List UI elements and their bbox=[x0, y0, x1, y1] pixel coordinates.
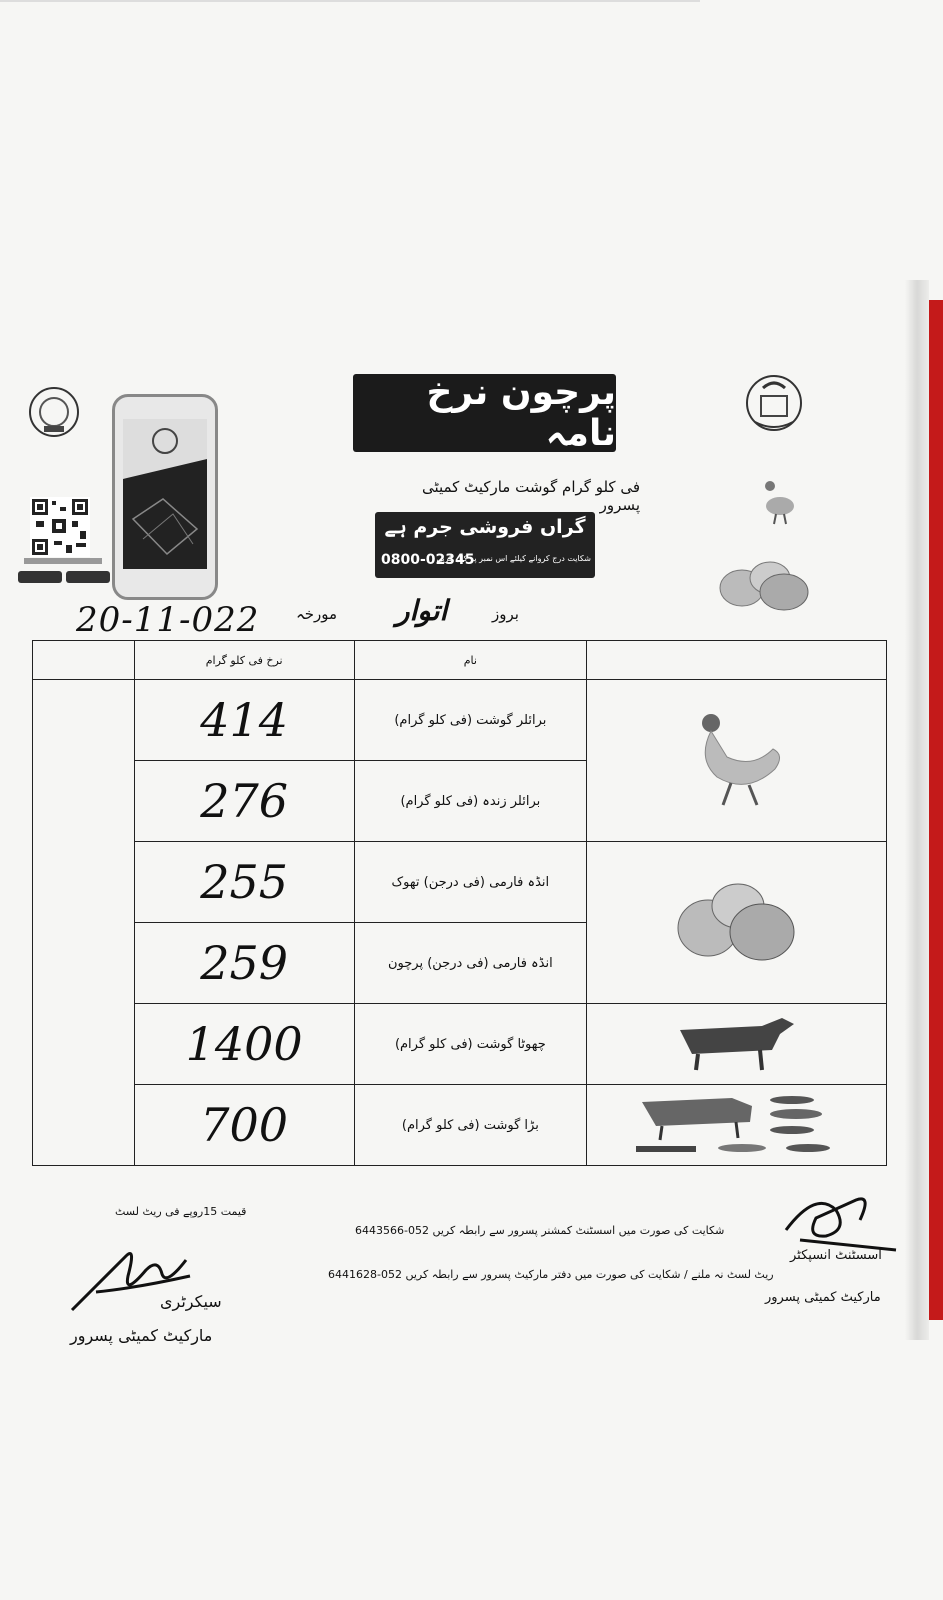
eggs-image bbox=[587, 842, 887, 1004]
complaint-ac-text: شکایت کی صورت میں اسسٹنٹ کمشنر پسرور سے رابطہ کریں 052-6443566 bbox=[355, 1224, 725, 1237]
scan-shadow bbox=[905, 280, 929, 1340]
table-row bbox=[33, 842, 887, 923]
rate-value: 276 bbox=[134, 761, 354, 842]
page-title: پرچون نرخ نامہ bbox=[353, 374, 616, 452]
table-row bbox=[33, 1085, 887, 1166]
complaint-mc-text: ریٹ لسٹ نہ ملنے / شکایت کی صورت میں دفتر مارکیٹ پسرور سے رابطہ کریں 052-6441628 bbox=[328, 1268, 774, 1281]
day-value: اتوار bbox=[396, 594, 448, 627]
rate-value: 255 bbox=[134, 842, 354, 923]
helpline-number: 0800-02345 bbox=[381, 552, 475, 568]
mobile-app-icon bbox=[112, 394, 218, 600]
blank-column bbox=[33, 680, 135, 1166]
rate-value: 1400 bbox=[134, 1004, 354, 1085]
item-name: بڑا گوشت (فی کلو گرام) bbox=[354, 1085, 587, 1166]
table-row bbox=[33, 1004, 887, 1085]
item-name: انڈہ فارمی (فی درجن) تھوک bbox=[354, 842, 587, 923]
header-image bbox=[587, 641, 887, 680]
red-edge bbox=[929, 300, 943, 1320]
date-value: 20-11-022 bbox=[76, 600, 260, 640]
price-note: قیمت 15روپے فی ریٹ لسٹ bbox=[115, 1205, 247, 1218]
warning-box bbox=[375, 512, 595, 578]
header-rate: نرخ فی کلو گرام bbox=[134, 641, 354, 680]
item-name: برائلر گوشت (فی کلو گرام) bbox=[354, 680, 587, 761]
punjab-emblem-icon bbox=[743, 372, 805, 434]
government-logo-icon bbox=[26, 384, 82, 440]
hen-icon bbox=[677, 699, 797, 819]
item-name: انڈہ فارمی (فی درجن) پرچون bbox=[354, 923, 587, 1004]
header-blank bbox=[33, 641, 135, 680]
subtitle: فی کلو گرام گوشت مارکیٹ کمیٹی پسرور bbox=[421, 478, 640, 514]
warning-text: گراں فروشی جرم ہے bbox=[384, 516, 586, 538]
market-committee-right: مارکیٹ کمیٹی پسرور bbox=[765, 1290, 881, 1305]
table-row bbox=[33, 680, 887, 761]
header-name: نام bbox=[354, 641, 587, 680]
table-header-row bbox=[33, 641, 887, 680]
item-name: برائلر زندہ (فی کلو گرام) bbox=[354, 761, 587, 842]
goat-image bbox=[587, 1004, 887, 1085]
cow-image bbox=[587, 1085, 887, 1166]
date-label: مورخہ bbox=[296, 605, 338, 623]
hen-icon bbox=[758, 478, 796, 528]
rate-value: 700 bbox=[134, 1085, 354, 1166]
cow-icon bbox=[632, 1088, 842, 1158]
day-label: بروز bbox=[492, 605, 519, 623]
app-store-badge bbox=[18, 571, 62, 583]
eggs-icon bbox=[718, 560, 812, 612]
hen-image bbox=[587, 680, 887, 842]
warning-small-text: شکایت درج کروانے کیلئے اس نمبر پر کال کریں bbox=[436, 554, 591, 563]
rate-value: 259 bbox=[134, 923, 354, 1004]
qr-code-icon bbox=[30, 497, 90, 557]
market-committee-left: مارکیٹ کمیٹی پسرور bbox=[70, 1326, 213, 1345]
rates-table bbox=[32, 640, 887, 1166]
item-name: چھوٹا گوشت (فی کلو گرام) bbox=[354, 1004, 587, 1085]
goat-icon bbox=[672, 1010, 802, 1074]
rate-value: 414 bbox=[134, 680, 354, 761]
secretary-label: سیکرٹری bbox=[160, 1292, 222, 1311]
eggs-icon bbox=[672, 876, 802, 966]
scan-edge bbox=[0, 0, 700, 2]
assistant-inspector-label: اسسٹنٹ انسپکٹر bbox=[790, 1248, 882, 1263]
play-store-badge bbox=[66, 571, 110, 583]
qr-caption bbox=[24, 558, 102, 564]
